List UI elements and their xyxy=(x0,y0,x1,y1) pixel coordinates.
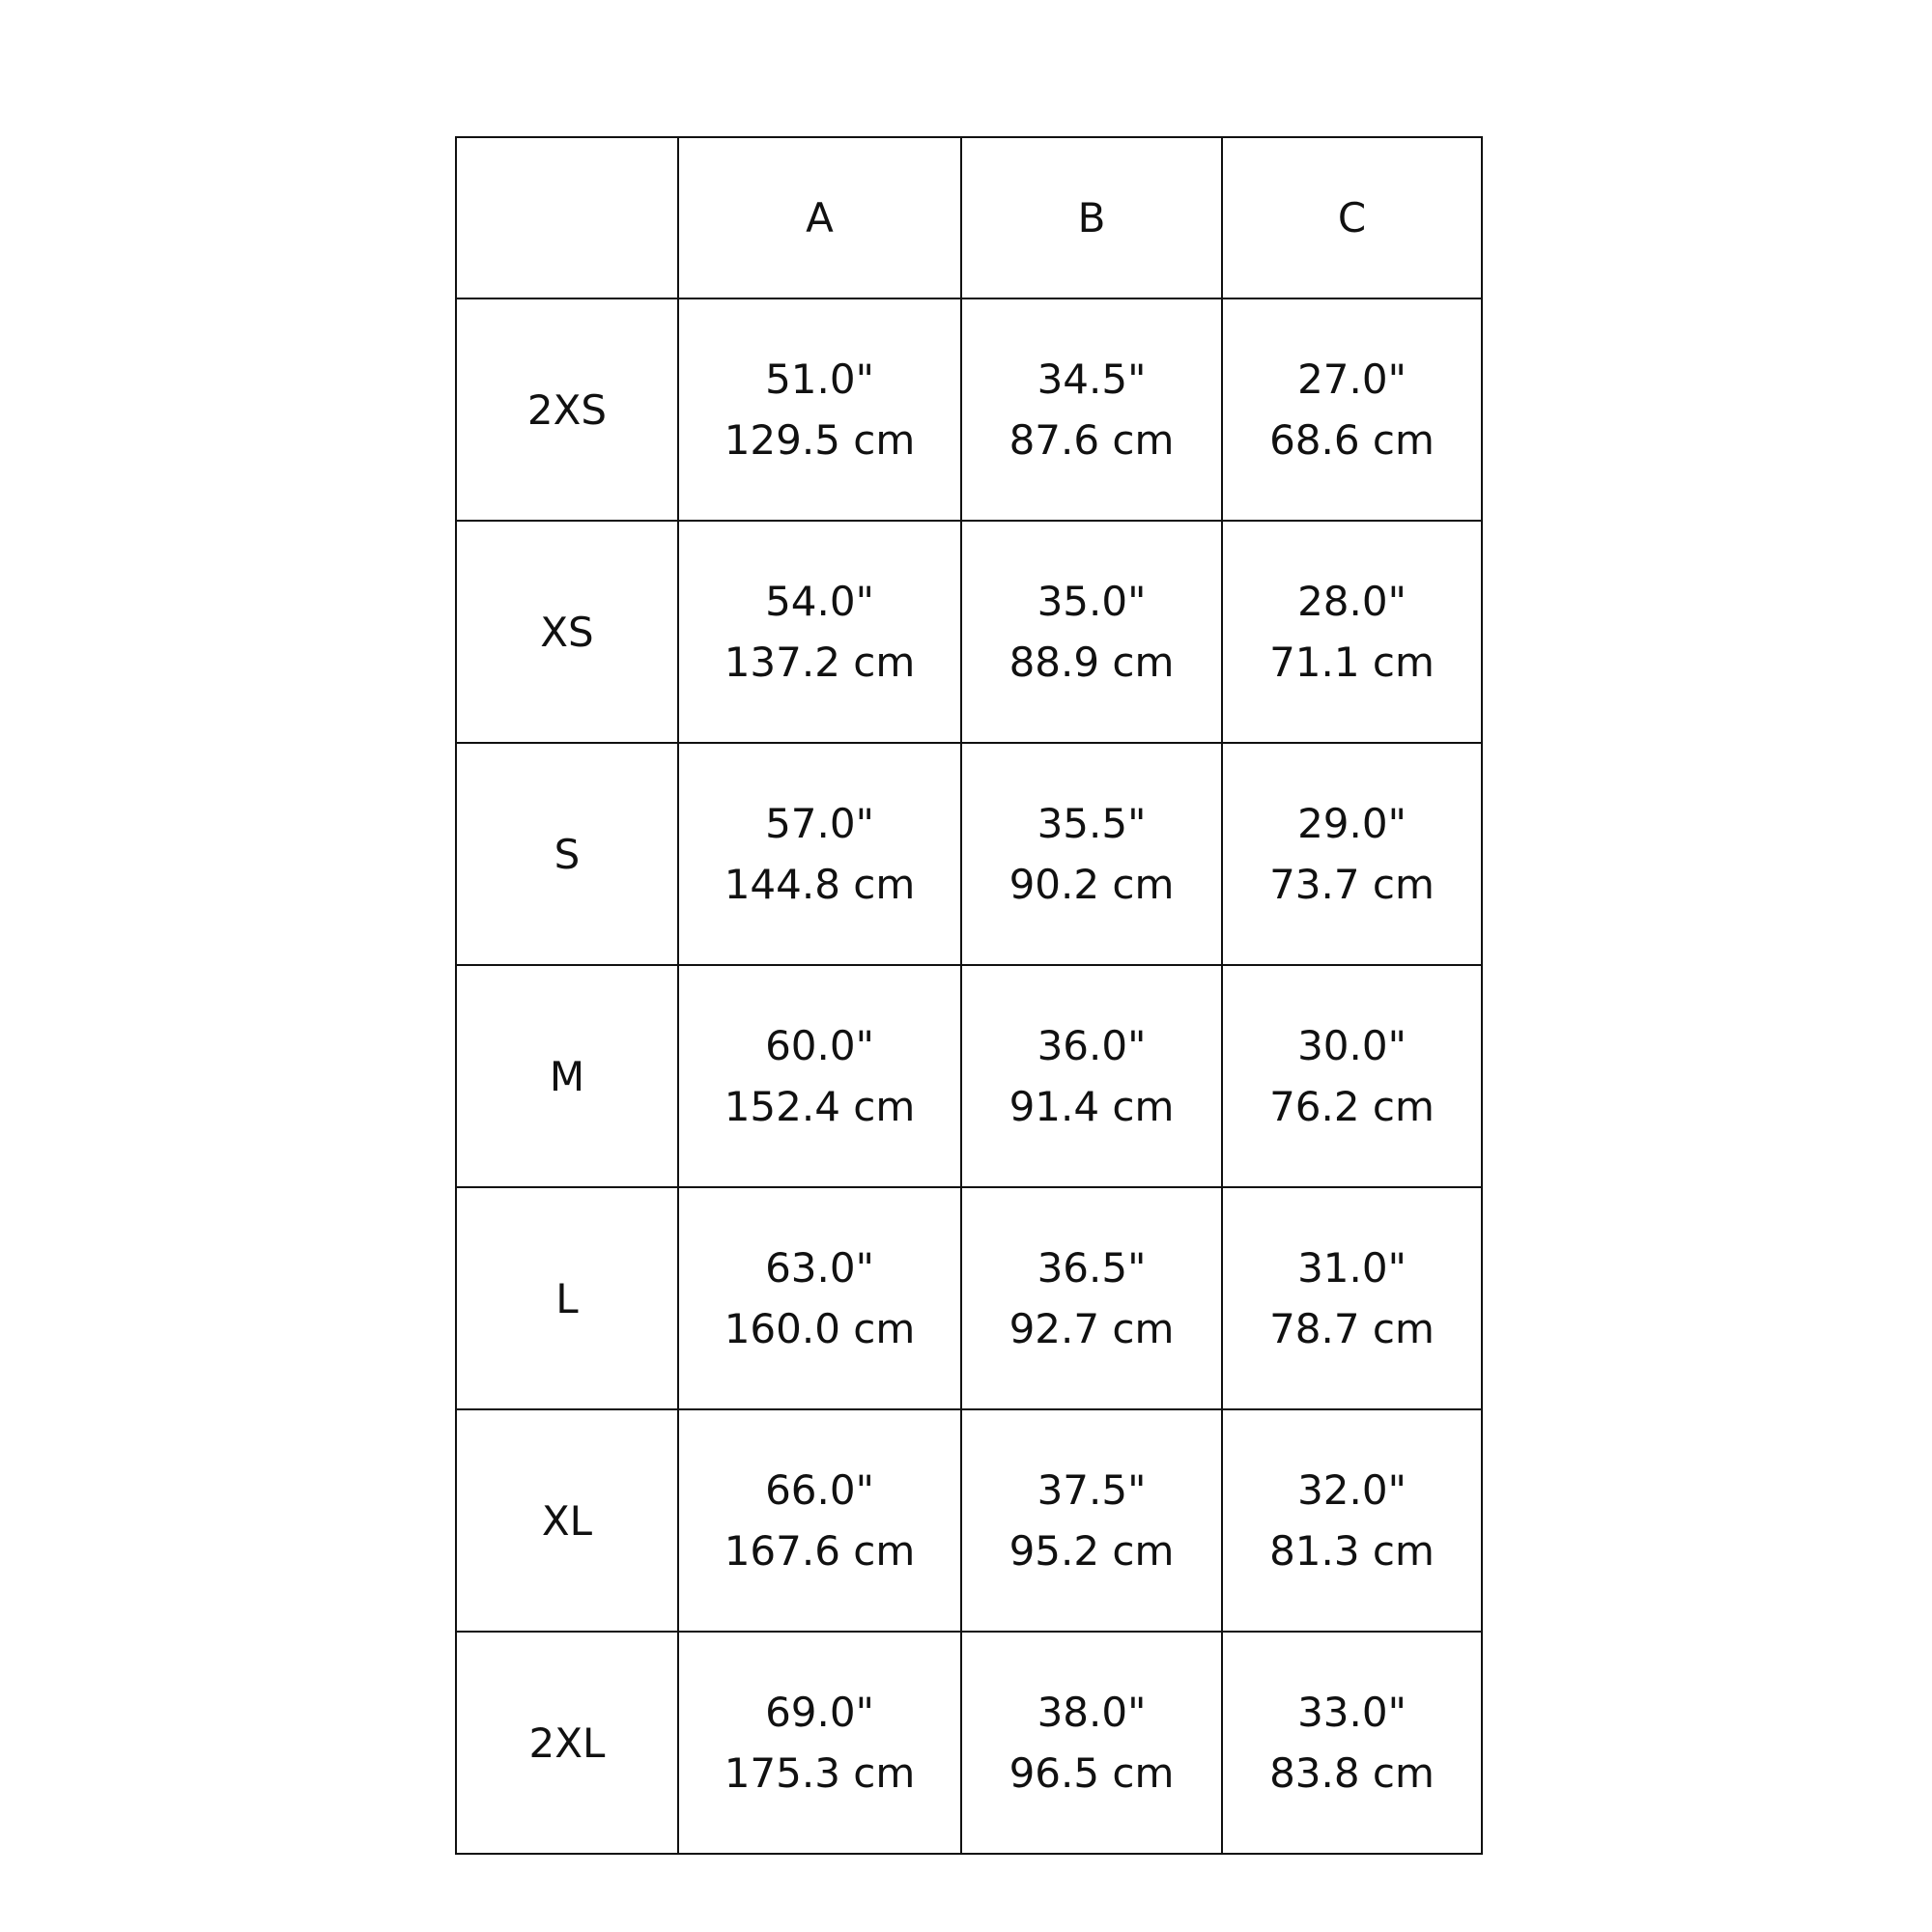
size-chart-table xyxy=(455,136,1483,1855)
table-row-s xyxy=(456,743,1482,965)
measurement-cell-b xyxy=(961,521,1222,743)
inch-value: 33.0" xyxy=(1297,1689,1406,1736)
table-row-2xs xyxy=(456,298,1482,521)
cm-value: 90.2 cm xyxy=(1009,861,1175,908)
measurement-cell-a xyxy=(678,743,961,965)
measurement-cell-a xyxy=(678,965,961,1187)
size-label: M xyxy=(456,965,678,1187)
cm-value: 144.8 cm xyxy=(724,861,916,908)
measurement-cell-b xyxy=(961,1187,1222,1409)
measurement-cell-a xyxy=(678,1187,961,1409)
measurement-cell-b xyxy=(961,1632,1222,1854)
inch-value: 60.0" xyxy=(765,1022,874,1069)
inch-value: 57.0" xyxy=(765,800,874,847)
header-cell-b: B xyxy=(961,137,1222,298)
measurement-cell-a xyxy=(678,298,961,521)
size-label: S xyxy=(456,743,678,965)
table-row-m xyxy=(456,965,1482,1187)
measurement-cell-b xyxy=(961,298,1222,521)
header-cell-corner xyxy=(456,137,678,298)
cm-value: 92.7 cm xyxy=(1009,1305,1175,1352)
measurement-cell-a xyxy=(678,521,961,743)
header-cell-a: A xyxy=(678,137,961,298)
measurement-cell-c xyxy=(1222,1187,1482,1409)
table-row-xl xyxy=(456,1409,1482,1632)
size-label: L xyxy=(456,1187,678,1409)
size-label: XS xyxy=(456,521,678,743)
measurement-cell-c xyxy=(1222,743,1482,965)
inch-value: 66.0" xyxy=(765,1466,874,1514)
cm-value: 96.5 cm xyxy=(1009,1749,1175,1797)
header-cell-c: C xyxy=(1222,137,1482,298)
measurement-cell-c xyxy=(1222,1632,1482,1854)
cm-value: 68.6 cm xyxy=(1269,416,1435,464)
table-row-2xl xyxy=(456,1632,1482,1854)
cm-value: 83.8 cm xyxy=(1269,1749,1435,1797)
inch-value: 69.0" xyxy=(765,1689,874,1736)
measurement-cell-b xyxy=(961,743,1222,965)
inch-value: 28.0" xyxy=(1297,578,1406,625)
cm-value: 129.5 cm xyxy=(724,416,916,464)
inch-value: 32.0" xyxy=(1297,1466,1406,1514)
cm-value: 152.4 cm xyxy=(724,1083,916,1130)
measurement-cell-c xyxy=(1222,965,1482,1187)
cm-value: 95.2 cm xyxy=(1009,1527,1175,1575)
inch-value: 38.0" xyxy=(1037,1689,1147,1736)
cm-value: 167.6 cm xyxy=(724,1527,916,1575)
cm-value: 91.4 cm xyxy=(1009,1083,1175,1130)
inch-value: 36.0" xyxy=(1037,1022,1147,1069)
cm-value: 87.6 cm xyxy=(1009,416,1175,464)
measurement-cell-a xyxy=(678,1632,961,1854)
size-label: 2XL xyxy=(456,1632,678,1854)
inch-value: 35.0" xyxy=(1037,578,1147,625)
measurement-cell-b xyxy=(961,965,1222,1187)
inch-value: 30.0" xyxy=(1297,1022,1406,1069)
inch-value: 35.5" xyxy=(1037,800,1147,847)
inch-value: 27.0" xyxy=(1297,355,1406,403)
measurement-cell-c xyxy=(1222,298,1482,521)
cm-value: 88.9 cm xyxy=(1009,639,1175,686)
cm-value: 160.0 cm xyxy=(724,1305,916,1352)
header-row xyxy=(456,137,1482,298)
size-label: 2XS xyxy=(456,298,678,521)
inch-value: 63.0" xyxy=(765,1244,874,1292)
cm-value: 71.1 cm xyxy=(1269,639,1435,686)
cm-value: 76.2 cm xyxy=(1269,1083,1435,1130)
cm-value: 175.3 cm xyxy=(724,1749,916,1797)
cm-value: 137.2 cm xyxy=(724,639,916,686)
measurement-cell-b xyxy=(961,1409,1222,1632)
inch-value: 34.5" xyxy=(1037,355,1147,403)
measurement-cell-c xyxy=(1222,1409,1482,1632)
measurement-cell-c xyxy=(1222,521,1482,743)
measurement-cell-a xyxy=(678,1409,961,1632)
cm-value: 78.7 cm xyxy=(1269,1305,1435,1352)
table-row-xs xyxy=(456,521,1482,743)
inch-value: 51.0" xyxy=(765,355,874,403)
size-chart-body xyxy=(456,137,1482,1854)
cm-value: 81.3 cm xyxy=(1269,1527,1435,1575)
inch-value: 54.0" xyxy=(765,578,874,625)
cm-value: 73.7 cm xyxy=(1269,861,1435,908)
inch-value: 36.5" xyxy=(1037,1244,1147,1292)
table-row-l xyxy=(456,1187,1482,1409)
size-label: XL xyxy=(456,1409,678,1632)
inch-value: 31.0" xyxy=(1297,1244,1406,1292)
inch-value: 29.0" xyxy=(1297,800,1406,847)
inch-value: 37.5" xyxy=(1037,1466,1147,1514)
